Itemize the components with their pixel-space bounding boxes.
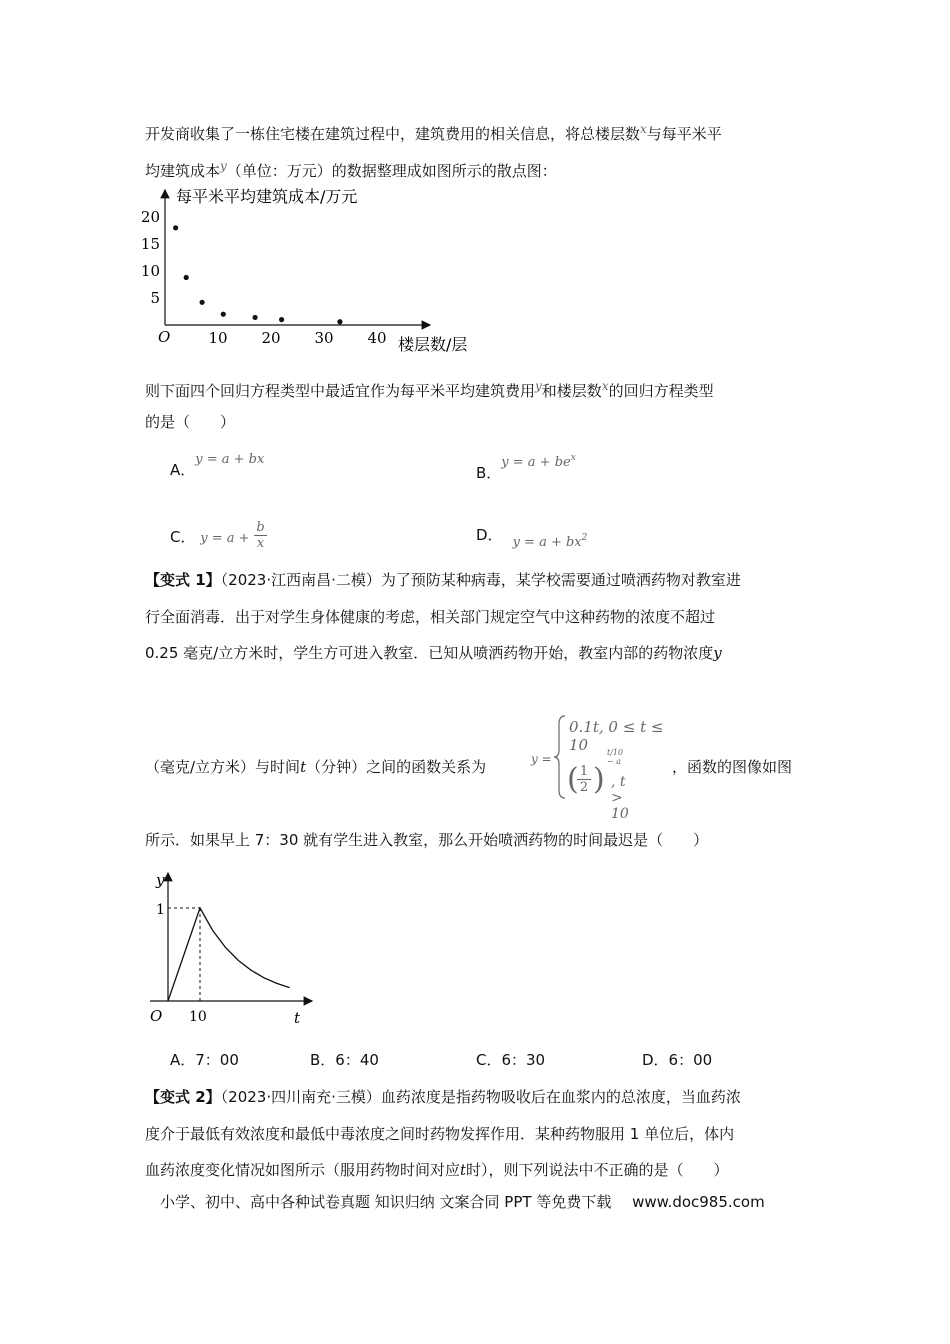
option-label: C． [170, 528, 196, 546]
scatter-xtick-label: 30 [314, 329, 334, 347]
p2-line4-tail: ，函数的图像如图 [672, 758, 793, 776]
p3-line3-text-a: 血药浓度变化情况如图所示（服用药物时间对应 [145, 1161, 461, 1179]
var-y-2: y [535, 379, 542, 393]
p1-line1 [145, 119, 722, 144]
p1-line3-text-b: 和楼层数 [541, 382, 602, 400]
p2-line2: 行全面消毒．出于对学生身体健康的考虑，相关部门规定空气中这种药物的浓度不超过 [145, 608, 716, 626]
p1-option-d[interactable] [476, 522, 588, 550]
option-formula: y = a + [200, 531, 250, 546]
option-formula: y = a + bx [195, 452, 265, 467]
scatter-xtick-label: 40 [367, 329, 387, 347]
p2-line1-text: （2023·江西南昌·二模）为了预防某种病毒，某学校需要通过喷洒药物对教室进 [220, 571, 741, 589]
p2-line4-text-b: （分钟）之间的函数关系为 [306, 758, 487, 776]
p1-option-a[interactable] [170, 452, 265, 482]
p2-line1 [145, 570, 741, 590]
scatter-point [221, 312, 226, 317]
p3-line2: 度介于最低有效浓度和最低中毒浓度之间时药物发挥作用．某种药物服用 1 单位后，体内 [145, 1125, 735, 1143]
var-x-2: x [601, 379, 609, 393]
p2-option-d[interactable]: D．6：00 [642, 1051, 713, 1069]
p1-line2 [145, 156, 557, 181]
half-fraction [577, 764, 591, 795]
p2-option-c[interactable]: C．6：30 [476, 1051, 546, 1069]
piece2-exponent: t/10 − a [607, 748, 624, 766]
graph2-ylabel: y [156, 871, 165, 889]
option-formula: y = a + bx [512, 535, 582, 550]
p3-line3-text-b: 时），则下列说法中不正确的是（ ） [466, 1161, 729, 1179]
scatter-ytick-label: 15 [140, 235, 160, 253]
p3-line3 [145, 1160, 729, 1180]
p1-line3-text-c: 的回归方程类型 [608, 382, 714, 400]
page-footer [160, 1191, 765, 1212]
graph2-origin: O [150, 1007, 163, 1025]
scatter-ytick-label: 20 [140, 208, 160, 226]
p1-option-c[interactable] [170, 522, 267, 553]
scatter-yticks [141, 208, 160, 307]
var-t: t [300, 758, 307, 776]
scatter-point [200, 300, 205, 305]
scatter-ylabel: 每平米平均建筑成本/万元 [176, 187, 358, 206]
p1-line3-text-a: 则下面四个回归方程类型中最适宜作为每平米平均建筑费用 [145, 382, 536, 400]
p2-line4 [145, 757, 486, 777]
piecewise-brace [553, 712, 567, 802]
half-den: 2 [579, 780, 589, 795]
p2-line4-text-a: （毫克/立方米）与时间 [145, 758, 301, 776]
piece-1: 0.1t, 0 ≤ t ≤ 10 [569, 718, 664, 754]
p2-line3-text: 0.25 毫克/立方米时，学生方可进入教室．已知从喷洒药物开始，教室内部的药物浓度 [145, 644, 714, 662]
p2-tag: 【变式 1】 [145, 571, 221, 589]
scatter-xtick-label: 10 [208, 329, 228, 347]
p1-line2-text-a: 均建筑成本 [145, 162, 221, 180]
graph2-ytick: 1 [156, 902, 165, 918]
footer-text: 小学、初中、高中各种试卷真题 知识归纳 文案合同 PPT 等免费下载 [160, 1193, 612, 1211]
p1-line4: 的是（ ） [145, 413, 236, 431]
option-formula-sup: 2 [581, 533, 588, 543]
half-num: 1 [577, 764, 591, 780]
scatter-point [337, 319, 342, 324]
paren-left: ( [567, 762, 579, 797]
graph2-xtick: 10 [189, 1009, 207, 1025]
p3-line1 [145, 1087, 741, 1107]
scatter-point [173, 225, 178, 230]
scatter-ytick-label: 10 [140, 262, 160, 280]
p3-tag: 【变式 2】 [145, 1088, 221, 1106]
graph2-xlabel: t [294, 1009, 301, 1027]
option-label: D． [476, 526, 503, 544]
scatter-xticks [208, 329, 386, 347]
scatter-point [279, 317, 284, 322]
piece2-condition: , t > 10 [611, 774, 629, 822]
option-formula-sup: x [570, 453, 576, 463]
scatter-ytick-label: 5 [150, 289, 160, 307]
p1-option-b[interactable] [476, 453, 576, 485]
p2-option-b[interactable]: B．6：40 [310, 1051, 379, 1069]
p2-option-a[interactable]: A．7：00 [170, 1051, 239, 1069]
p2-line5: 所示．如果早上 7：30 就有学生进入教室，那么开始喷洒药物的时间最迟是（ ） [145, 831, 709, 849]
graph2-curve [168, 908, 290, 1001]
scatter-point [253, 315, 258, 320]
scatter-origin: O [158, 328, 171, 346]
p3-line1-text: （2023·四川南充·三模）血药浓度是指药物吸收后在血浆内的总浓度，当血药浓 [220, 1088, 741, 1106]
func-y-label: y = [531, 752, 552, 766]
p1-line1-text-b: 与每平米平 [646, 125, 722, 143]
var-t-2: t [460, 1161, 467, 1179]
option-label: B． [476, 464, 502, 482]
scatter-xtick-label: 20 [261, 329, 281, 347]
option-label: A． [170, 461, 196, 479]
p2-line3 [145, 643, 722, 663]
option-formula: y = a + be [501, 455, 571, 470]
fraction-den: x [256, 536, 265, 551]
piecewise-function [527, 712, 667, 822]
fraction-b-over-x [254, 520, 266, 551]
concentration-graph [140, 865, 320, 1030]
var-y-3: y [713, 644, 722, 662]
var-y: y [220, 159, 227, 173]
footer-url[interactable]: www.doc985.com [632, 1193, 765, 1211]
paren-right: ) [593, 762, 605, 797]
p1-line3 [145, 376, 714, 401]
scatter-points [173, 225, 343, 324]
scatter-xlabel: 楼层数/层 [398, 335, 468, 354]
var-x: x [640, 122, 647, 136]
scatter-point [184, 275, 189, 280]
p1-line1-text-a: 开发商收集了一栋住宅楼在建筑过程中，建筑费用的相关信息，将总楼层数 [145, 125, 641, 143]
scatter-plot [140, 182, 500, 357]
fraction-num: b [256, 520, 265, 535]
p1-line2-text-b: （单位：万元）的数据整理成如图所示的散点图： [226, 162, 557, 180]
